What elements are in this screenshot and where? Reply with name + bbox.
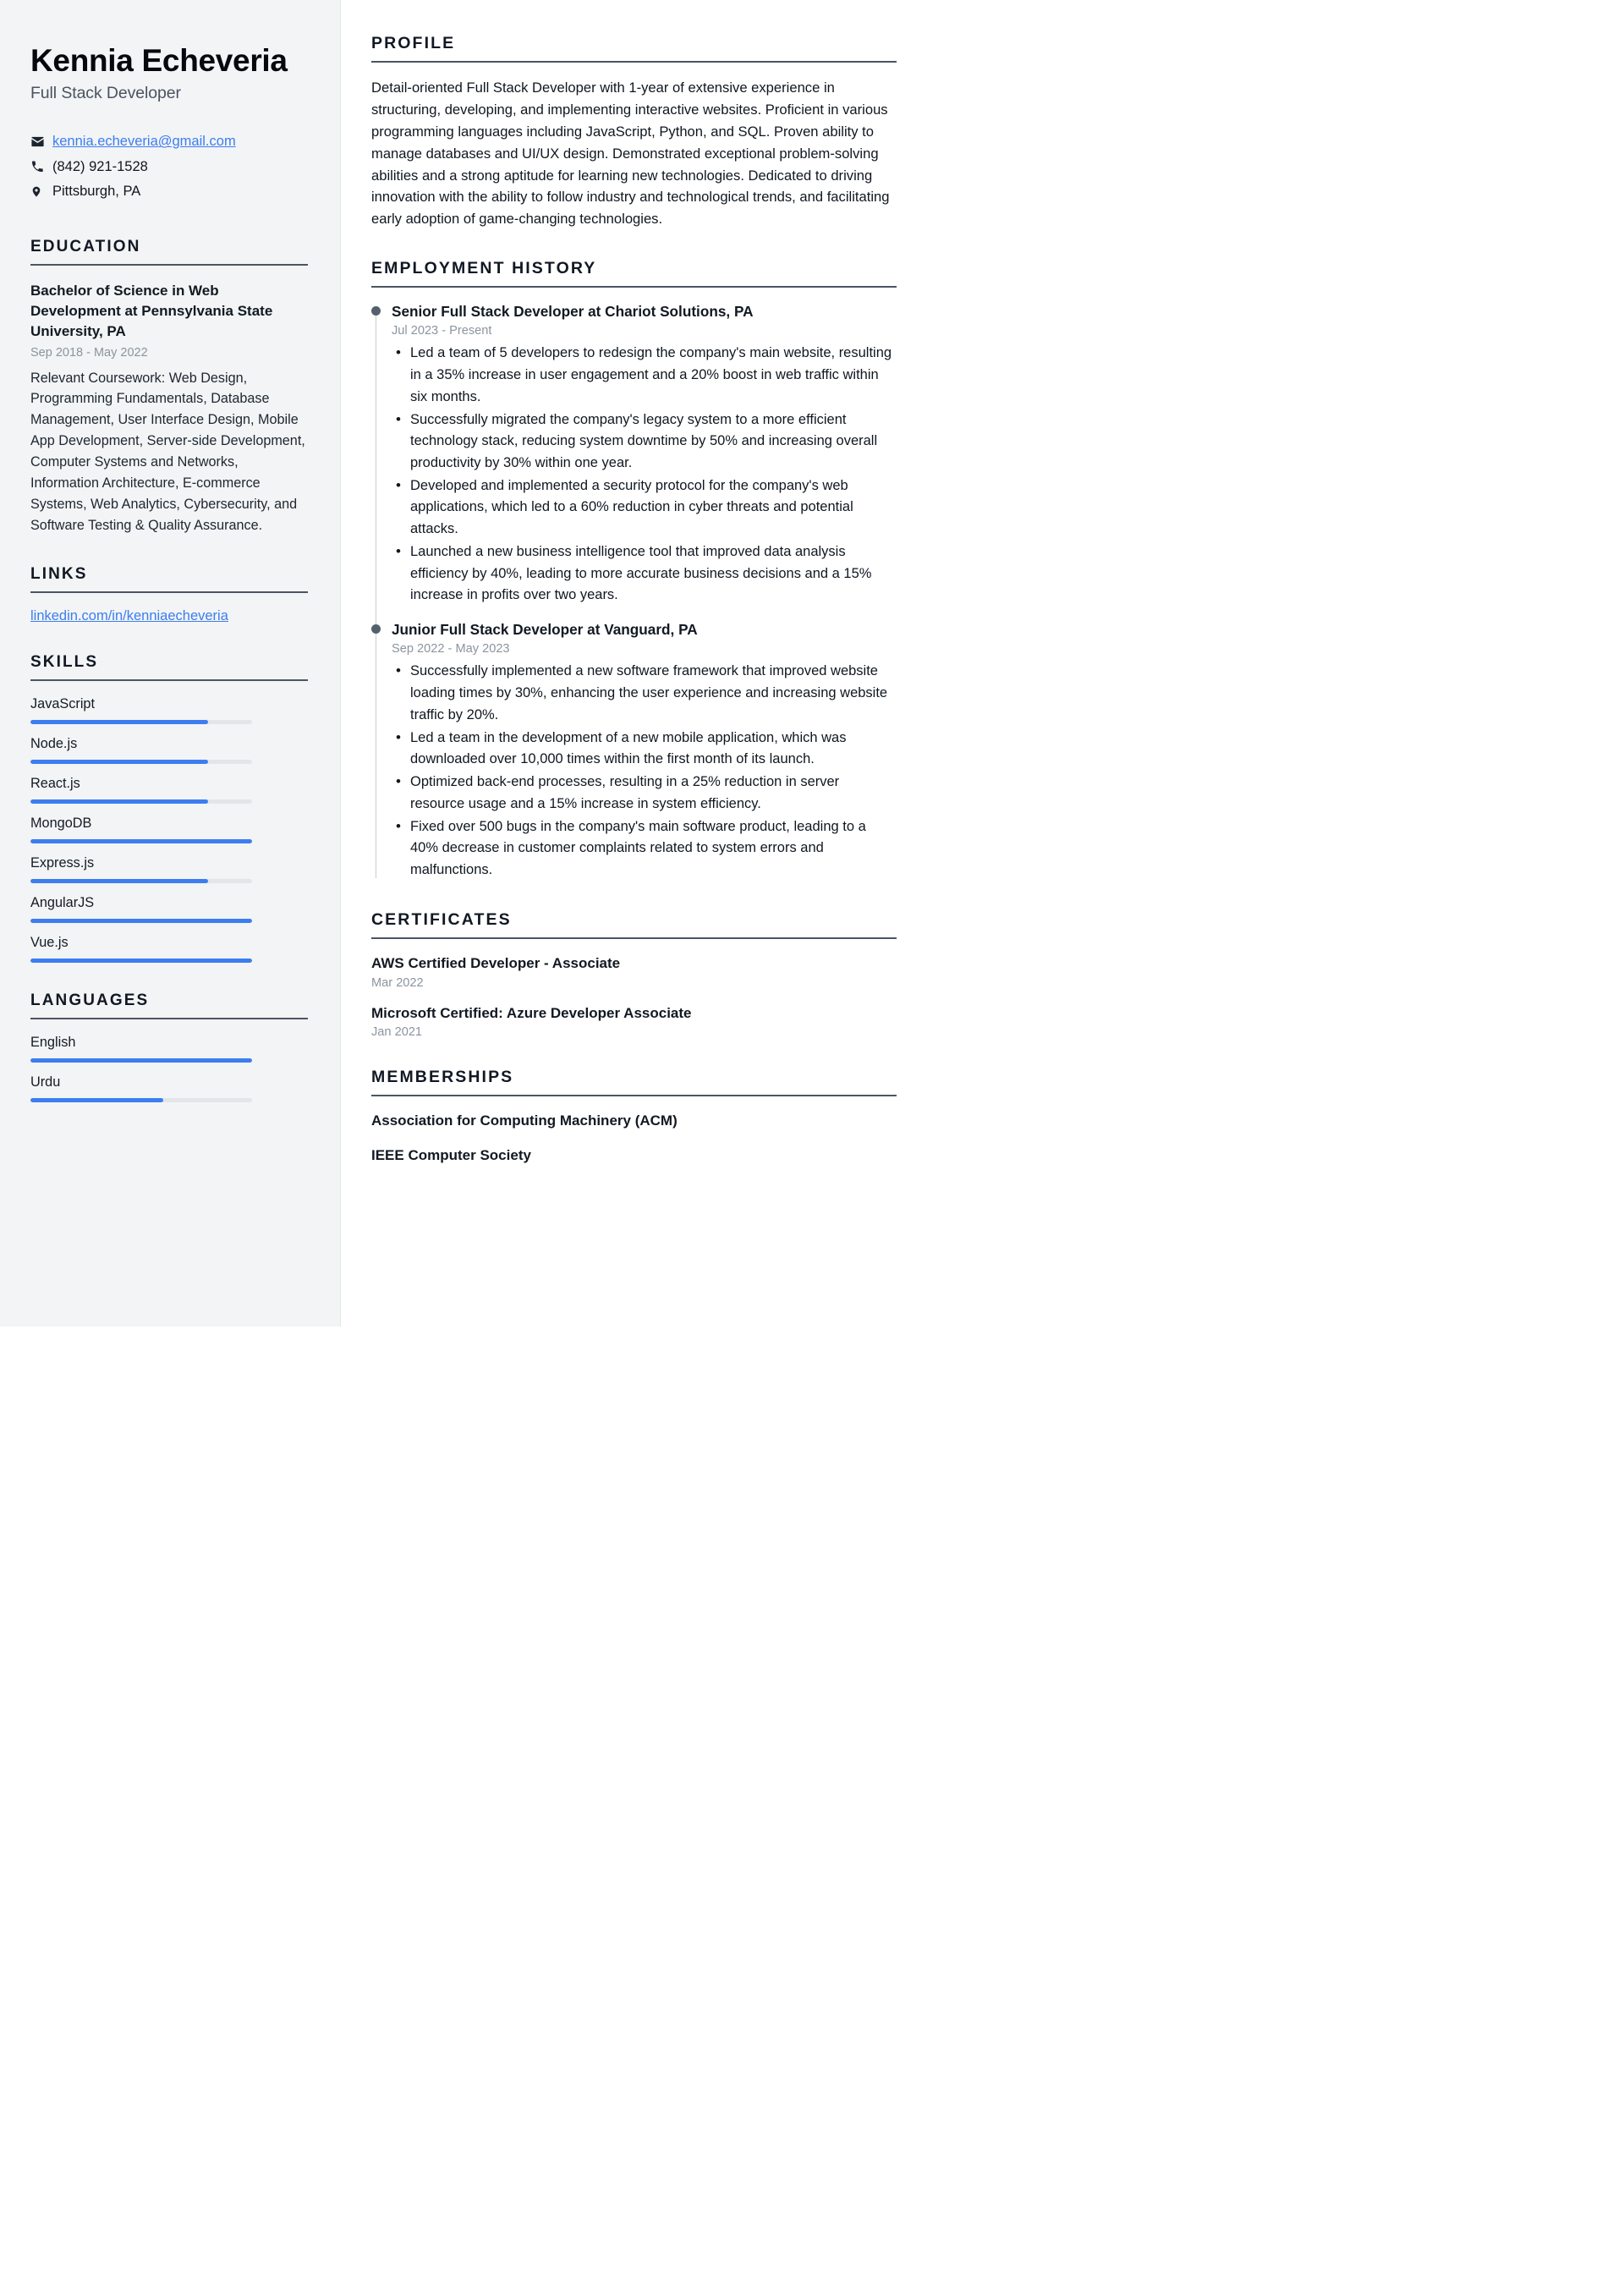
skill-label: AngularJS [30, 895, 95, 911]
candidate-name: Kennia Echeveria [30, 43, 288, 78]
employment-dates: Jul 2023 - Present [392, 324, 492, 338]
certificate-date: Jan 2021 [371, 1025, 423, 1040]
employment-timeline [371, 302, 897, 882]
contact-list [30, 132, 308, 200]
profile-text: Detail-oriented Full Stack Developer with 1-year of extensive experience in structuring, developing, and implementing interactive websites. Proficient in various programming languages including JavaScript, Python, and SQL. Proven ability to manage databases and UI/UX design. Demonstrated exceptional problem-solving abilities and a strong aptitude for learning new technologies. Dedicated to driving innovation with the ability to follow industry and technological trends, and facilitating early adoption of game-changing technologies. [371, 80, 890, 228]
employment-bullet: • Led a team in the development of a new mobile application, which was downloaded over 10,000 times within the first month of its launch. [392, 728, 897, 771]
certificate-name: Microsoft Certified: Azure Developer Associate [371, 1004, 692, 1021]
employment-title: Senior Full Stack Developer at Chariot Solutions, PA [392, 303, 754, 321]
links-section [30, 565, 308, 624]
skill-bar-fill [30, 799, 208, 804]
profile-heading: PROFILE [371, 34, 897, 63]
language-label: Urdu [30, 1074, 61, 1090]
skill-label: Vue.js [30, 935, 69, 951]
education-section [30, 238, 308, 536]
certificates-heading: CERTIFICATES [371, 910, 897, 939]
sidebar [0, 0, 341, 1327]
main-column [341, 0, 937, 1327]
certificates-list [371, 953, 897, 1040]
languages-list [30, 1035, 308, 1102]
languages-heading: LANGUAGES [30, 991, 308, 1019]
language-bar-fill [30, 1058, 252, 1063]
profile-link[interactable]: linkedin.com/in/kenniaecheveria [30, 608, 228, 624]
certificate-name: AWS Certified Developer - Associate [371, 954, 621, 971]
language [30, 1035, 308, 1063]
contact-link[interactable]: kennia.echeveria@gmail.com [52, 134, 236, 150]
memberships-heading: MEMBERSHIPS [371, 1068, 897, 1096]
employment-bullet: • Optimized back-end processes, resulting in a 25% reduction in server resource usage and a 15% increase in system efficiency. [392, 772, 897, 815]
contact-row[interactable] [30, 132, 308, 151]
phone-icon [30, 160, 52, 173]
skill-bar-fill [30, 839, 252, 843]
skill-bar-track [30, 799, 252, 804]
map-pin-icon [30, 184, 52, 199]
language [30, 1074, 308, 1102]
skills-heading: SKILLS [30, 653, 308, 681]
skill [30, 935, 308, 963]
skill-bar-track [30, 958, 252, 963]
skill-bar-fill [30, 879, 208, 883]
envelope-icon [30, 135, 52, 149]
contact-value: Pittsburgh, PA [52, 183, 141, 199]
skill [30, 895, 308, 923]
languages-section [30, 991, 308, 1102]
employment-section [371, 259, 897, 882]
skill-label: Express.js [30, 855, 95, 871]
certificate-entry [371, 1003, 897, 1040]
language-bar-fill [30, 1098, 163, 1102]
language-bar-track [30, 1098, 252, 1102]
employment-bullet: • Fixed over 500 bugs in the company's main software product, leading to a 40% decrease in customer complaints related to system errors and malfunctions. [392, 816, 897, 882]
skill-label: MongoDB [30, 816, 92, 832]
skill-label: JavaScript [30, 696, 96, 712]
skill-label: Node.js [30, 736, 78, 752]
skill-bar-track [30, 879, 252, 883]
employment-bullet-list [392, 343, 897, 607]
timeline-dot-icon [371, 624, 381, 634]
profile-section [371, 34, 897, 230]
certificate-entry [371, 953, 897, 990]
employment-bullet: • Developed and implemented a security protocol for the company's web applications, which led to a 60% reduction in cyber threats and potential attacks. [392, 475, 897, 541]
education-heading: EDUCATION [30, 238, 308, 266]
skill-bar-fill [30, 919, 252, 923]
employment-bullet-list [392, 661, 897, 881]
skill-bar-track [30, 919, 252, 923]
candidate-job-title: Full Stack Developer [30, 84, 181, 103]
skills-list [30, 696, 308, 963]
contact-row [30, 157, 308, 176]
links-heading: LINKS [30, 565, 308, 593]
skill-bar-fill [30, 958, 252, 963]
skill [30, 816, 308, 843]
employment-dates: Sep 2022 - May 2023 [392, 642, 510, 656]
language-bar-track [30, 1058, 252, 1063]
contact-row [30, 182, 308, 200]
skill-bar-track [30, 760, 252, 764]
education-degree: Bachelor of Science in Web Development at Pennsylvania State University, PA [30, 283, 273, 340]
education-description: Relevant Coursework: Web Design, Programming Fundamentals, Database Management, User Interface Design, Mobile App Development, Server-side Development, Computer Systems and Networks, Information Architecture, E-commerce Systems, Web Analytics, Cybersecurity, and Software Testing & Quality Assurance. [30, 370, 305, 534]
employment-bullet: • Launched a new business intelligence tool that improved data analysis efficiency by 40%, leading to more accurate business decisions and a 15% increase in profits over two years. [392, 541, 897, 607]
employment-bullet: • Led a team of 5 developers to redesign the company's main website, resulting in a 35% increase in user engagement and a 20% boost in web traffic within six months. [392, 343, 897, 408]
employment-entry [392, 620, 897, 882]
skill [30, 776, 308, 804]
memberships-list [371, 1111, 897, 1166]
certificate-date: Mar 2022 [371, 975, 424, 990]
employment-title: Junior Full Stack Developer at Vanguard, PA [392, 621, 698, 639]
certificates-section [371, 910, 897, 1040]
employment-bullet: • Successfully implemented a new software framework that improved website loading times by 30%, enhancing the user experience and increasing website traffic by 20%. [392, 661, 897, 726]
language-label: English [30, 1035, 76, 1051]
skills-section [30, 653, 308, 963]
education-dates: Sep 2018 - May 2022 [30, 345, 148, 360]
membership-entry: IEEE Computer Society [371, 1147, 531, 1164]
skill-bar-track [30, 839, 252, 843]
skill-bar-track [30, 720, 252, 724]
skill-bar-fill [30, 720, 208, 724]
employment-heading: EMPLOYMENT HISTORY [371, 259, 897, 288]
skill-label: React.js [30, 776, 80, 792]
skill [30, 736, 308, 764]
contact-value: (842) 921-1528 [52, 158, 148, 174]
timeline-dot-icon [371, 306, 381, 316]
membership-entry: Association for Computing Machinery (ACM) [371, 1112, 678, 1129]
skill-bar-fill [30, 760, 208, 764]
resume-document [0, 0, 937, 1327]
memberships-section [371, 1068, 897, 1166]
skill [30, 696, 308, 724]
skill [30, 855, 308, 883]
employment-entry [392, 302, 897, 607]
links-list [30, 608, 308, 624]
employment-bullet: • Successfully migrated the company's legacy system to a more efficient technology stack, reducing system downtime by 50% and increasing overall productivity by 30% within one year. [392, 409, 897, 475]
